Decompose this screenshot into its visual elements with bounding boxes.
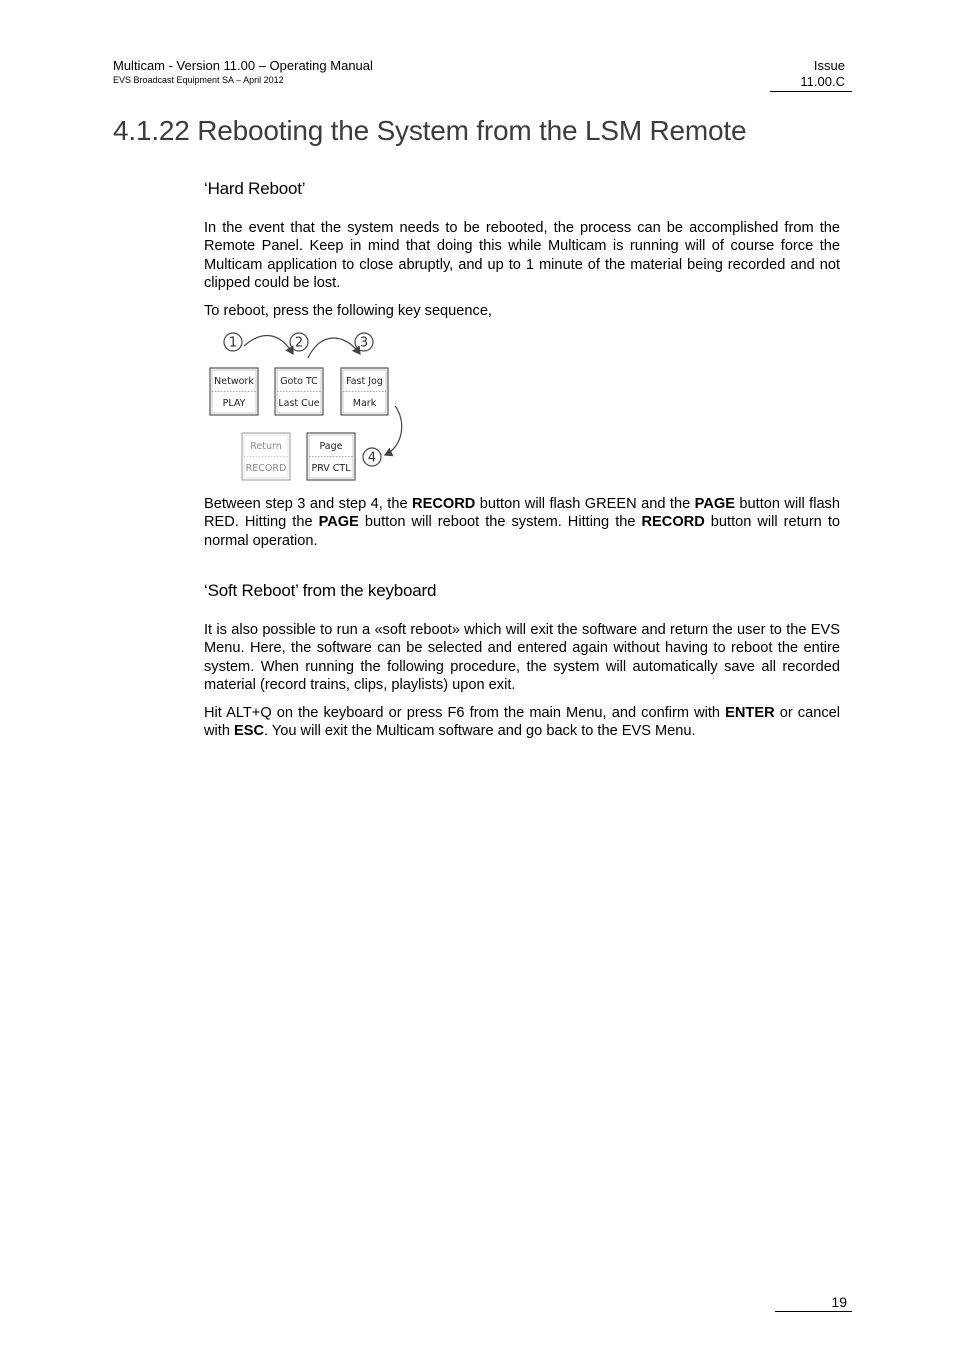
step-4-label: 4: [367, 450, 377, 466]
key-sequence-intro: To reboot, press the following key sequence,: [204, 303, 492, 319]
step-3-marker: [355, 333, 373, 351]
key-last-cue-label: Last Cue: [278, 398, 320, 409]
section-title: 4.1.22 Rebooting the System from the LSM Remote: [113, 115, 747, 146]
key-return-label: Return: [250, 441, 282, 452]
soft-reboot-instructions: Hit ALT+Q on the keyboard or press F6 from the main Menu, and confirm with ENTER or cancel with ESC. You will exit the Multicam software and go back to the EVS Menu.: [204, 705, 840, 740]
soft-reboot-heading: ‘Soft Reboot’ from the keyboard: [204, 581, 437, 600]
key-network-label: Network: [214, 376, 254, 387]
step-2-label: 2: [294, 335, 304, 351]
record-keyword: RECORD: [641, 514, 705, 531]
arrow-step-1-to-2: [244, 336, 293, 354]
page-keyword: PAGE: [694, 496, 735, 512]
page-header: [113, 58, 373, 86]
hard-reboot-paragraph: In the event that the system needs to be rebooted, the process can be accomplished from the Remote Panel. Keep in mind that doing this while Multicam is running will of course force the Multicam application to close abruptly, and up to 1 minute of the material being recorded and not clipped could be lost.: [204, 220, 840, 291]
page-keyword: PAGE: [318, 514, 359, 531]
issue-number: 11.00.C: [800, 74, 845, 89]
key-goto-tc-last-cue: [275, 368, 323, 415]
key-fast-jog-mark: [341, 368, 388, 415]
key-page-prv-ctl: [307, 433, 355, 480]
issue-box: [770, 58, 852, 92]
key-prv-ctl-label: PRV CTL: [311, 463, 351, 474]
step-2-marker: [290, 333, 308, 351]
key-fast-jog-label: Fast Jog: [346, 376, 383, 387]
arrow-step-2-to-3: [308, 338, 360, 358]
step-1-label: 1: [228, 335, 238, 351]
hard-reboot-heading: ‘Hard Reboot’: [204, 179, 306, 198]
flash-explanation-paragraph: Between step 3 and step 4, the RECORD button will flash GREEN and the PAGE button will flash RED. Hitting the PAGE button will reboot the system. Hitting the RECORD button will return to normal operation.: [204, 496, 840, 549]
step-4-marker: [363, 448, 381, 466]
document-title: Multicam - Version 11.00 – Operating Manual: [113, 58, 373, 73]
soft-reboot-paragraph: It is also possible to run a «soft reboot» which will exit the software and return the user to the EVS Menu. Here, the software can be selected and entered again without having to reboot the entire system. When running the following procedure, the system will automatically save all recorded material (record trains, clips, playlists) upon exit.: [204, 622, 840, 693]
key-mark-label: Mark: [352, 398, 377, 409]
key-goto-tc-label: Goto TC: [280, 376, 318, 387]
key-network-play: [210, 368, 258, 415]
key-return-record: [242, 433, 290, 480]
key-page-label: Page: [319, 441, 343, 452]
record-keyword: RECORD: [412, 496, 476, 512]
key-record-label: RECORD: [245, 463, 287, 474]
key-play-label: PLAY: [222, 398, 246, 409]
enter-keyword: ENTER: [725, 705, 775, 721]
document-subtitle: EVS Broadcast Equipment SA – April 2012: [113, 75, 284, 85]
esc-keyword: ESC: [234, 723, 265, 740]
step-3-label: 3: [359, 335, 369, 351]
step-1-marker: [224, 333, 242, 351]
page-number: 19: [775, 1293, 852, 1312]
issue-label: Issue: [813, 58, 845, 73]
key-sequence-diagram: [204, 328, 414, 486]
